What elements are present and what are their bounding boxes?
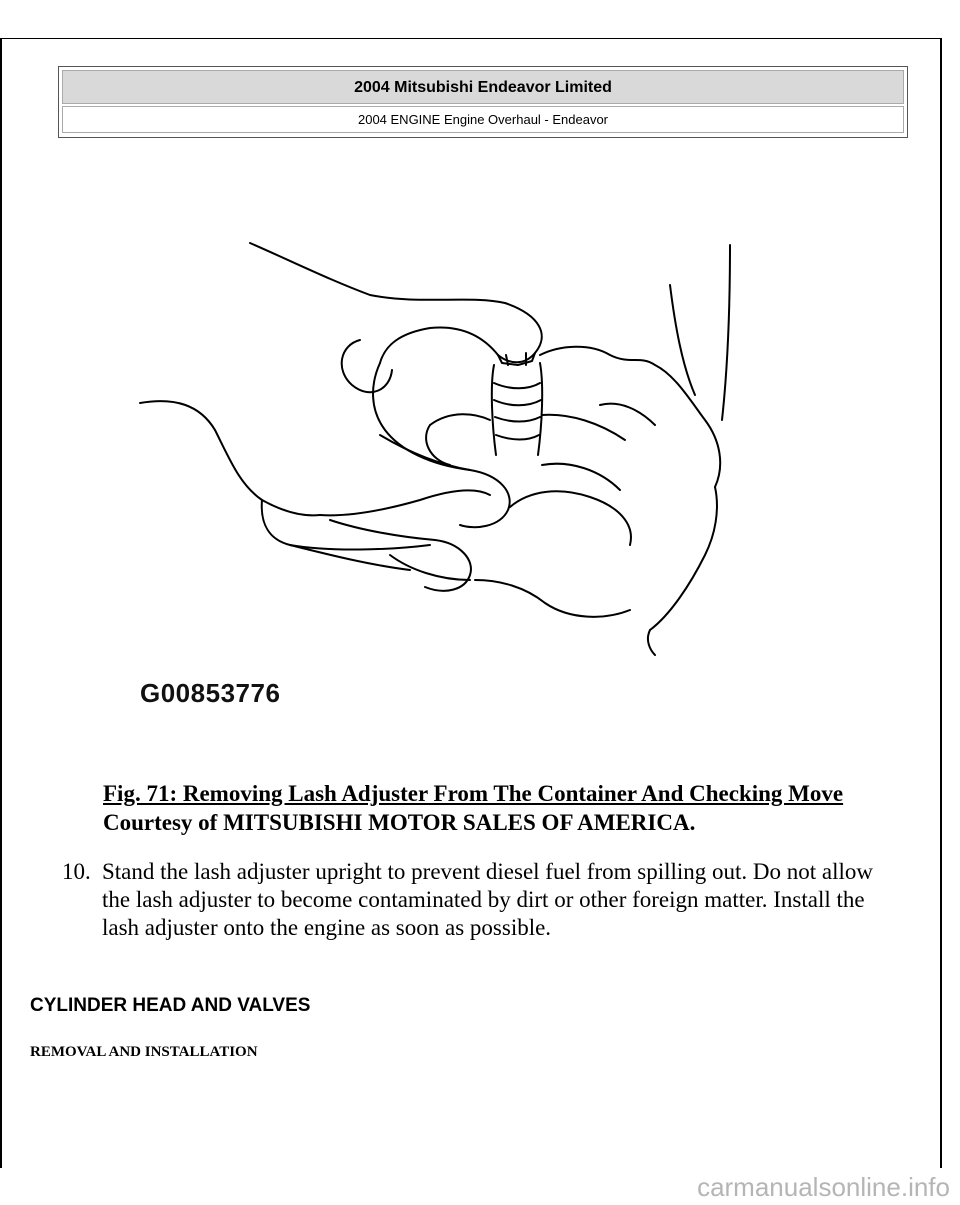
figure-code: G00853776 (140, 678, 281, 708)
step-number: 10. (62, 859, 91, 884)
page-border-right (940, 38, 942, 1168)
figure-courtesy: Courtesy of MITSUBISHI MOTOR SALES OF AMERICA. (103, 810, 696, 835)
page-border-top (0, 38, 942, 39)
header-subtitle: 2004 ENGINE Engine Overhaul - Endeavor (62, 106, 904, 133)
section-heading: CYLINDER HEAD AND VALVES (30, 995, 311, 1016)
page-border-left (0, 38, 2, 1168)
step-text: Stand the lash adjuster upright to prevent diesel fuel from spilling out. Do not allow the lash adjuster to become contaminated by dirt or other foreign matter. Install the lash adjuster onto the engine as soon as possible. (102, 859, 874, 940)
figure-caption (103, 780, 883, 836)
watermark: carmanualsonline.info (697, 1172, 950, 1202)
figure-illustration-hands-lash-adjuster (130, 225, 770, 725)
document-header (58, 66, 908, 138)
sub-heading: REMOVAL AND INSTALLATION (30, 1044, 258, 1060)
figure-caption-title[interactable]: Fig. 71: Removing Lash Adjuster From The Container And Checking Move (103, 781, 844, 806)
header-title: 2004 Mitsubishi Endeavor Limited (62, 70, 904, 104)
